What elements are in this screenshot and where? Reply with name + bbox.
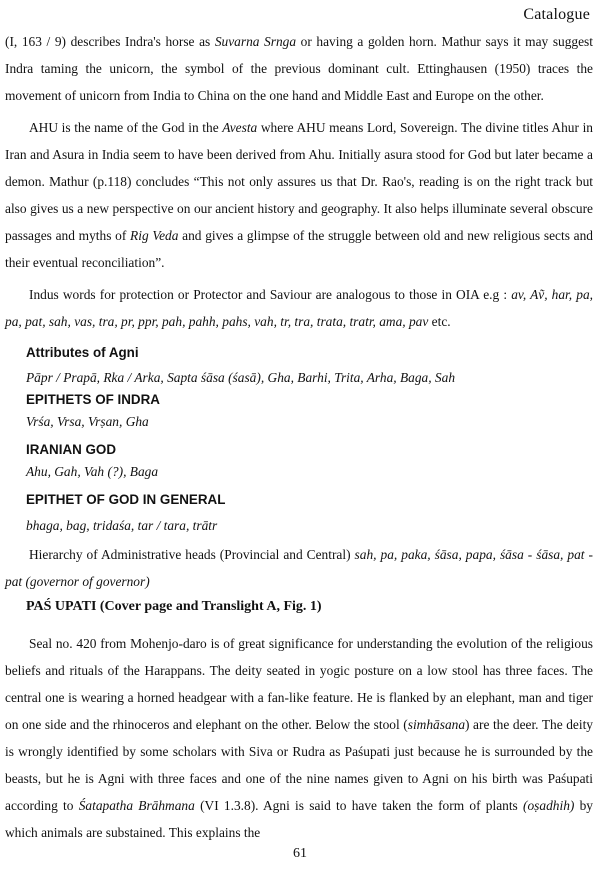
list-items: Vrśa, Vrsa, Vrṣan, Gha (26, 414, 149, 429)
list-iranian-god (26, 439, 586, 483)
list-heading: IRANIAN GOD (26, 442, 117, 457)
italic-text-run: simhāsana (407, 717, 466, 732)
list-heading: Attributes of Agni (26, 345, 139, 360)
paragraph-ahu (5, 114, 593, 276)
list-heading: EPITHET OF GOD IN GENERAL (26, 492, 226, 507)
list-items: Pāpr / Prapā, Rka / Arka, Sapta śāsa (śasā), Gha, Barhi, Trita, Arha, Baga, Sah (26, 370, 456, 385)
text-run: etc. (428, 314, 451, 329)
section-heading-pasupati: PAŚ UPATI (Cover page and Translight A, Fig. 1) (26, 599, 322, 614)
italic-text-run: Suvarna Srnga (214, 34, 297, 49)
list-epithet-god-general (26, 489, 586, 537)
italic-text-run: Śatapatha Brāhmana (78, 798, 195, 813)
text-run: Seal no. 420 from Mohenjo-daro is of great significance for understanding the evolution of the religious beliefs and rituals of the Harappans. The deity seated in yogic posture on a low stool has three faces. The central one is wearing a horned headgear with a fan-like feature. He is flanked by an elephant, man and tiger on one side and the rhinoceros and elephant on the other. Below the stool ( (5, 636, 593, 732)
italic-text-run: av, Aṽ, har, pa, pa, pat, sah, vas, tra, pr, ppr, pah, pahh, pahs, vah, tr, tra, trata, tratr, ama, pav (5, 287, 593, 329)
text-run: AHU is the name of the God in the (29, 120, 223, 135)
text-run: (VI 1.3.8). Agni is said to have taken the form of plants (194, 798, 524, 813)
list-items: Ahu, Gah, Vah (?), Baga (26, 464, 159, 479)
text-run: Indus words for protection or Protector and Saviour are analogous to those in OIA e.g : (29, 287, 512, 302)
text-run: (I, 163 / 9) describes Indra's horse as (5, 34, 215, 49)
italic-text-run: Rig Veda (130, 228, 179, 243)
text-run: ) are the deer. The deity is wrongly identified by some scholars with Siva or Rudra as Paśupati just because he is surrounded by the beasts, but he is Agni with three faces and one of the nine names given to Agni on his birth was Paśupati according to (5, 717, 593, 813)
list-items: bhaga, bag, tridaśa, tar / tara, trātr (26, 518, 218, 533)
running-header: Catalogue (523, 6, 590, 23)
page-number: 61 (293, 846, 307, 861)
epithet-lists (26, 342, 586, 537)
paragraph-seal-420 (5, 630, 593, 846)
italic-text-run: sah, pa, paka, śāsa, papa, śāsa - śāsa, pat - pat (governor of governor) (5, 547, 593, 589)
list-attributes-agni (26, 342, 586, 389)
paragraph-protection-words (5, 281, 593, 335)
text-run: and gives a glimpse of the struggle between old and new religious sects and their eventual reconciliation”. (5, 228, 593, 270)
paragraph-hierarchy (5, 541, 593, 595)
italic-text-run: Avesta (222, 120, 258, 135)
text-run: by which animals are substained. This explains the (5, 798, 594, 840)
paragraph-unicorn (5, 28, 593, 109)
text-run: where AHU means Lord, Sovereign. The divine titles Ahur in Iran and Asura in India seem to have been derived from Ahu. Initially asura stood for God but later became a demon. Mathur (p.118) concludes “This not only assures us that Dr. Rao's, reading is on the right track but also gives us a new perspective on our ancient history and geography. It also helps illuminate several obscure passages and myths of (5, 120, 593, 243)
text-run: Hierarchy of Administrative heads (Provincial and Central) (29, 547, 355, 562)
list-heading: EPITHETS OF INDRA (26, 392, 160, 407)
text-run: or having a golden horn. Mathur says it may suggest Indra taming the unicorn, the symbol of the previous dominant cult. Ettinghausen (1950) traces the movement of unicorn from India to China on the one hand and Middle East and Europe on the other. (5, 34, 593, 103)
list-epithets-indra (26, 389, 586, 433)
italic-text-run: (oṣadhih) (523, 798, 575, 813)
